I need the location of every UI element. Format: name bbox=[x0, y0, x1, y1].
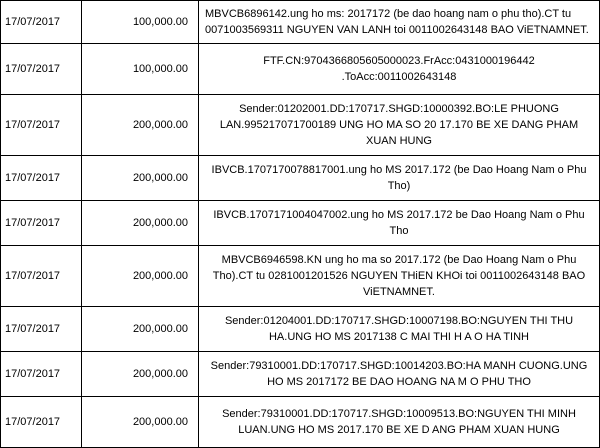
date-cell: 17/07/2017 bbox=[1, 1, 82, 44]
table-row bbox=[1, 397, 600, 448]
amount-cell: 200,000.00 bbox=[82, 95, 199, 156]
description-cell: FTF.CN:9704366805605000023.FrAcc:0431000196442 .ToAcc:0011002643148 bbox=[199, 44, 600, 95]
table-row bbox=[1, 352, 600, 397]
description-cell: Sender:01204001.DD:170717.SHGD:10007198.BO:NGUYEN THI THU HA.UNG HO MS 2017138 C MAI THI H A O HA TINH bbox=[199, 307, 600, 352]
table-row bbox=[1, 307, 600, 352]
table-row bbox=[1, 201, 600, 246]
amount-cell: 200,000.00 bbox=[82, 246, 199, 307]
table-row bbox=[1, 246, 600, 307]
table-row bbox=[1, 156, 600, 201]
description-cell: IBVCB.1707171004047002.ung ho MS 2017.172 be Dao Hoang Nam o Phu Tho bbox=[199, 201, 600, 246]
date-cell: 17/07/2017 bbox=[1, 352, 82, 397]
description-cell: IBVCB.1707170078817001.ung ho MS 2017.172 (be Dao Hoang Nam o Phu Tho) bbox=[199, 156, 600, 201]
amount-cell: 200,000.00 bbox=[82, 201, 199, 246]
table-row bbox=[1, 1, 600, 44]
table-row bbox=[1, 95, 600, 156]
amount-cell: 200,000.00 bbox=[82, 352, 199, 397]
amount-cell: 200,000.00 bbox=[82, 307, 199, 352]
description-cell: MBVCB6946598.KN ung ho ma so 2017.172 (be Dao Hoang Nam o Phu Tho).CT tu 0281001201526 NGUYEN THiEN KHOi toi 0011002643148 BAO ViETNAMNET. bbox=[199, 246, 600, 307]
date-cell: 17/07/2017 bbox=[1, 201, 82, 246]
amount-cell: 200,000.00 bbox=[82, 156, 199, 201]
table-row bbox=[1, 44, 600, 95]
date-cell: 17/07/2017 bbox=[1, 95, 82, 156]
description-cell: Sender:79310001.DD:170717.SHGD:10014203.BO:HA MANH CUONG.UNG HO MS 2017172 BE DAO HOANG NA M O PHU THO bbox=[199, 352, 600, 397]
date-cell: 17/07/2017 bbox=[1, 44, 82, 95]
date-cell: 17/07/2017 bbox=[1, 156, 82, 201]
date-cell: 17/07/2017 bbox=[1, 397, 82, 448]
description-cell: Sender:01202001.DD:170717.SHGD:10000392.BO:LE PHUONG LAN.995217071700189 UNG HO MA SO 20 17.170 BE XE DANG PHAM XUAN HUNG bbox=[199, 95, 600, 156]
description-cell: Sender:79310001.DD:170717.SHGD:10009513.BO:NGUYEN THI MINH LUAN.UNG HO MS 2017.170 BE XE D ANG PHAM XUAN HUNG bbox=[199, 397, 600, 448]
amount-cell: 100,000.00 bbox=[82, 1, 199, 44]
amount-cell: 200,000.00 bbox=[82, 397, 199, 448]
date-cell: 17/07/2017 bbox=[1, 246, 82, 307]
date-cell: 17/07/2017 bbox=[1, 307, 82, 352]
description-cell: MBVCB6896142.ung ho ms: 2017172 (be dao hoang nam o phu tho).CT tu 0071003569311 NGUYEN VAN LANH toi 0011002643148 BAO ViETNAMNET. bbox=[199, 1, 600, 44]
amount-cell: 100,000.00 bbox=[82, 44, 199, 95]
